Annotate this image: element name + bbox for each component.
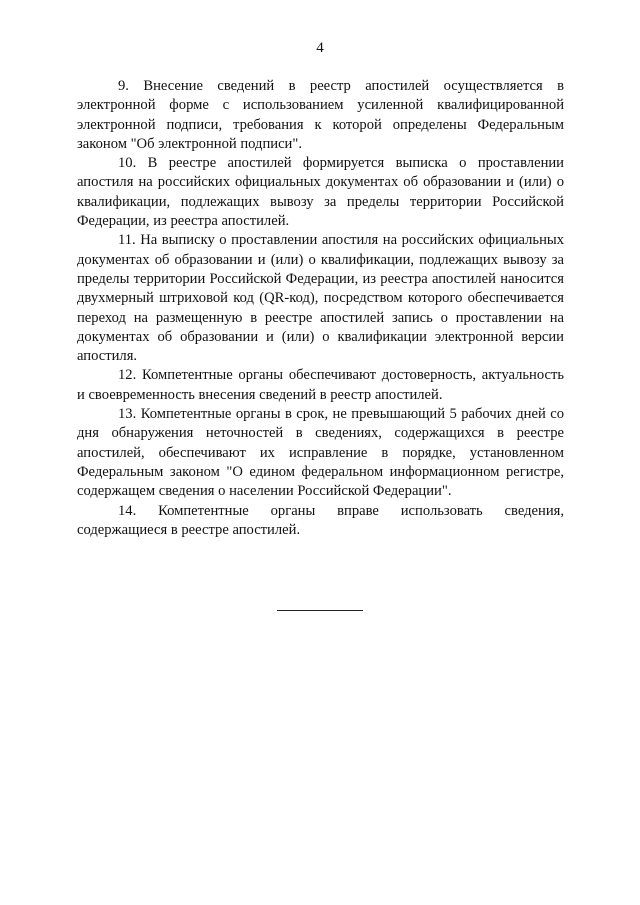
paragraph-13: 13. Компетентные органы в срок, не превышающий 5 рабочих дней со дня обнаружения неточностей в сведениях, содержащихся в реестре апостилей, обеспечивают их исправление в порядке, установленном Федеральным законом "О едином федеральном информационном регистре, содержащем сведения о населении Российской Федерации".	[77, 406, 564, 500]
paragraph-11: 11. На выписку о проставлении апостиля на российских официальных документах об образовании и (или) о квалификации, подлежащих вывозу за пределы территории Российской Федерации, из реестра апостилей наносится двухмерный штриховой код (QR-код), посредством которого обеспечивается переход на размещенную в реестре апостилей запись о проставлении на документах об образовании и (или) о квалификации электронной версии апостиля.	[77, 232, 564, 365]
paragraph-12: 12. Компетентные органы обеспечивают достоверность, актуальность и своевременность внесения сведений в реестр апостилей.	[77, 367, 564, 403]
paragraph-9: 9. Внесение сведений в реестр апостилей осуществляется в электронной форме с использованием усиленной квалифицированной электронной подписи, требования к которой определены Федеральным законом "Об электронной подписи".	[77, 78, 564, 152]
end-separator-line	[277, 610, 363, 611]
paragraph-14: 14. Компетентные органы вправе использовать сведения, содержащиеся в реестре апостилей.	[77, 502, 564, 538]
paragraph-10: 10. В реестре апостилей формируется выписка о проставлении апостиля на российских официальных документах об образовании и (или) о квалификации, подлежащих вывозу за пределы территории Российской Федерации, из реестра апостилей.	[77, 155, 564, 230]
page-number: 4	[316, 40, 324, 56]
document-body	[77, 77, 564, 540]
